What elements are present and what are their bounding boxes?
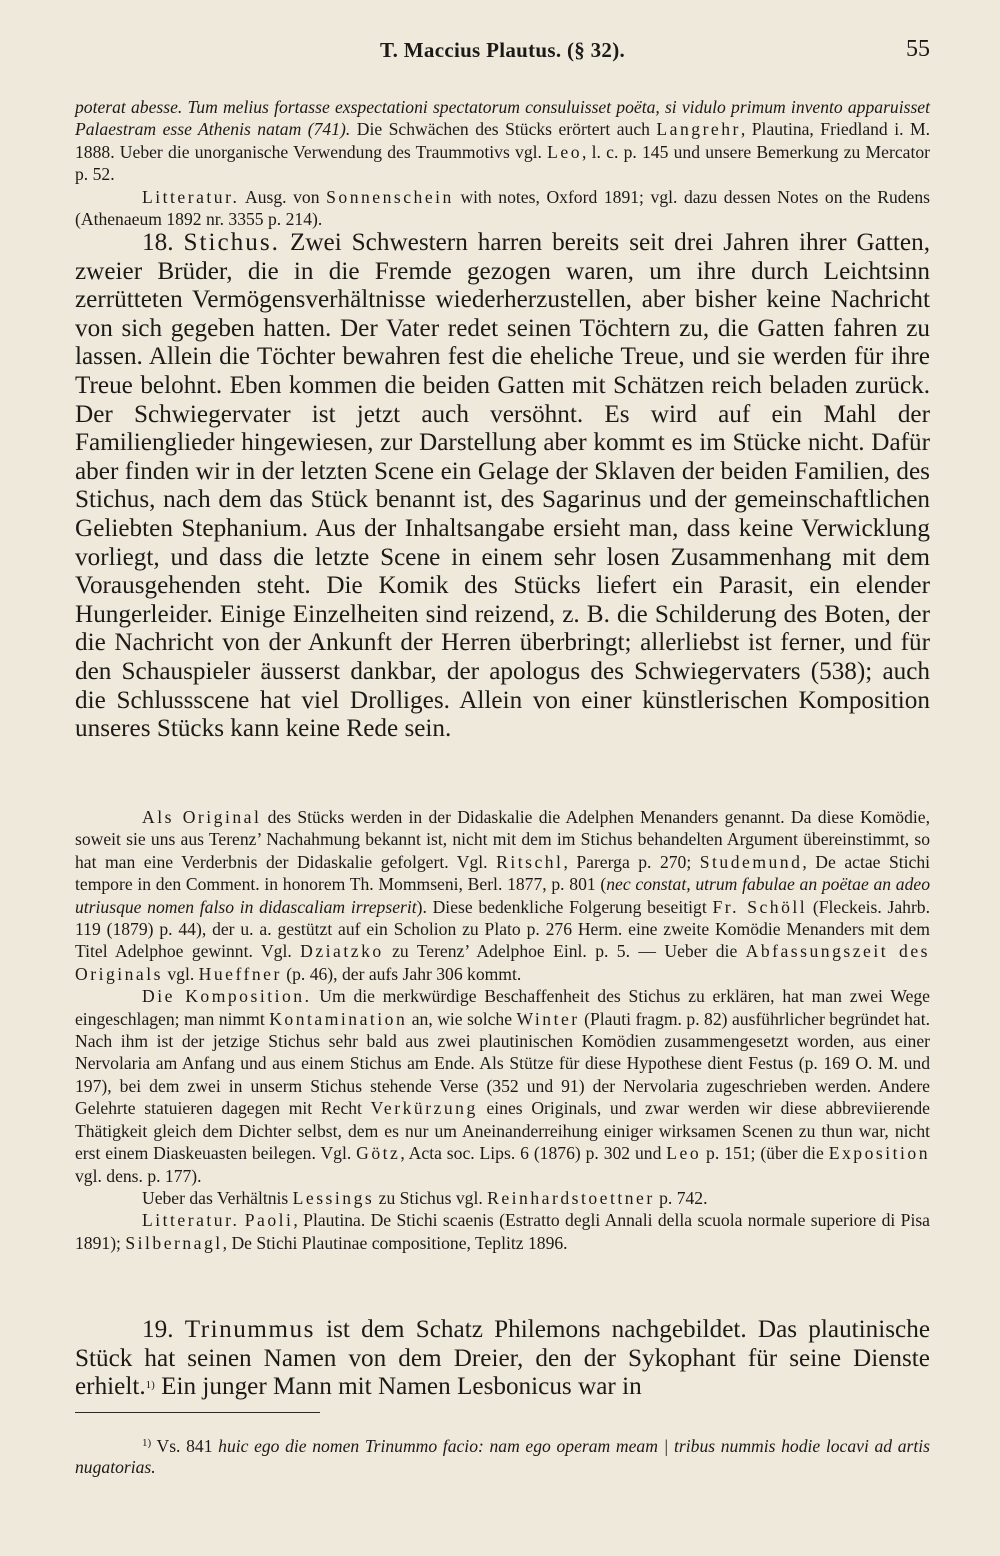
rudens-notes [75, 96, 930, 230]
section-heading: Stichus. [183, 229, 280, 256]
author-name: Dziatzko [300, 941, 384, 962]
latin-quote: nec constat, utrum fabulae an poëtae an adeo utriusque nomen falso in didascaliam irrepserit [75, 874, 930, 917]
author-name: Reinhardstoettner [487, 1187, 655, 1208]
section-label: Als Original [142, 807, 262, 827]
author-name: Lessings [292, 1187, 375, 1208]
running-head [75, 38, 930, 68]
footnote-reference: 1) [145, 1379, 155, 1392]
footnote-paragraph: $^{1)}$ Vs. 841 huic ego die nomen Trinummo facio: nam ego operam meam | tribus nummis hodie locavi ad artis nugatorias. [75, 1435, 930, 1478]
author-name: Sonnenschein [326, 186, 454, 207]
footnote-rule [75, 1412, 320, 1413]
section-number: 18. [142, 229, 174, 256]
author-name: Paoli [244, 1210, 294, 1231]
section-label: Die Komposition. [142, 986, 312, 1007]
section-label: Litteratur. [142, 1210, 240, 1231]
komposition-paragraph: Die Komposition. Um die merkwürdige Beschaffenheit des Stichus zu erklären, hat man zwei Wege eingeschlagen; man nimmt Kontamination an, wie solche Winter (Plauti fragm. p. 82) ausführlicher begründet hat. Nach ihm ist der jetzige Stichus sehr bald aus zwei plautinischen Komödien zusammengesetzt worden, aus einer Nervolaria am Anfang und aus einem Stichus am Ende. Als Stütze für diese Hypothese dient Festus (p. 169 O. M. und 197), bei dem zwei in unserm Stichus stehende Verse (352 und 91) der Nervolaria zugeschrieben werden. Andere Gelehrte statuieren dagegen mit Recht Verkürzung eines Originals, und zwar werden wir diese abbreviierende Thätigkeit gleich dem Dichter selbst, dem es nur um Aneinanderreihung einiger wirksamen Scenen zu thun war, nicht erst einem Diaskeuasten beilegen. Vgl. Götz, Acta soc. Lips. 6 (1876) p. 302 und Leo p. 151; (über die Exposition vgl. dens. p. 177). [75, 986, 930, 1186]
author-name: Leo [666, 1143, 702, 1164]
author-name: Götz [356, 1143, 401, 1164]
term: Verkürzung [370, 1098, 478, 1119]
stichus-literature: Litteratur. Paoli, Plautina. De Stichi scaenis (Estratto degli Annali della scuola normale superiore di Pisa 1891); Silbernagl, De Stichi Plautinae compositione, Teplitz 1896. [75, 1210, 930, 1253]
author-name: Silbernagl [125, 1232, 223, 1253]
running-title: T. Maccius Plautus. (§ 32). [379, 38, 626, 62]
section-number: 19. [142, 1316, 174, 1343]
latin-quote: huic ego die nomen Trinummo facio: nam ego operam meam | tribus nummis hodie locavi ad artis nugatorias. [75, 1435, 930, 1478]
footnote-mark: 1) [142, 1436, 152, 1449]
original-paragraph: Als Original des Stücks werden in der Didaskalie die Adelphen Menanders genannt. Da diese Komödie, soweit sie uns aus Terenz’ Nachahmung bekannt ist, nicht mit dem im Stichus behandelten Argument übereinstimmt, so hat man eine Verderbnis der Didaskalie gefolgert. Vgl. Ritschl, Parerga p. 270; Studemund, De actae Stichi tempore in den Comment. in honorem Th. Mommseni, Berl. 1877, p. 801 (nec constat, utrum fabulae an poëtae an adeo utriusque nomen falso in didascaliam irrepserit). Diese bedenkliche Folgerung beseitigt Fr. Schöll (Fleckeis. Jahrb. 119 (1879) p. 44), der u. a. gestützt auf ein Scholion zu Plato p. 276 Herm. eine zweite Komödie Menanders mit dem Titel Adelphoe gewinnt. Vgl. Dziatzko zu Terenz’ Adelphoe Einl. p. 5. — Ueber die Abfassungszeit des Originals vgl. Hueffner (p. 46), der aufs Jahr 306 kommt. [75, 807, 931, 984]
original-notes [75, 806, 930, 1254]
author-name: Langrehr [656, 119, 741, 140]
term: Exposition [828, 1143, 930, 1164]
term: Abfassungszeit des Originals [75, 941, 930, 984]
page-number: 55 [906, 36, 930, 62]
section-heading: Trinummus [184, 1316, 315, 1343]
section-label: Litteratur. [142, 186, 240, 207]
author-name: Fr. Schöll [712, 896, 808, 917]
author-name: Ritschl [496, 851, 564, 872]
author-name: Hueffner [198, 963, 282, 984]
author-name: Leo [547, 141, 583, 162]
trinummus-section [75, 1316, 930, 1402]
stichus-section [75, 229, 930, 744]
term: Kontamination [269, 1008, 408, 1029]
latin-quote: poterat abesse. Tum melius fortasse exspectationi spectatorum consuluisset poëta, si vidulo primum invento apparuisset Palaestram esse Athenis natam (741). [75, 97, 930, 140]
author-name: Winter [516, 1008, 580, 1029]
footnote [75, 1418, 930, 1496]
stichus-paragraph: 18. Stichus. Zwei Schwestern harren bereits seit drei Jahren ihrer Gatten, zweier Brüder, die in die Fremde gezogen waren, um ihre durch Leichtsinn zerrütteten Vermögensverhältnisse wiederherzustellen, aber bisher keine Nachricht von sich gegeben hatten. Der Vater redet seinen Töchtern zu, die Gatten fahren zu lassen. Allein die Töchter bewahren fest die eheliche Treue, und sie werden für ihre Treue belohnt. Eben kommen die beiden Gatten mit Schätzen reich beladen zurück. Der Schwiegervater ist jetzt auch versöhnt. Es wird auf ein Mahl der Familienglieder hingewiesen, zur Darstellung aber kommt es im Stücke nicht. Dafür aber finden wir in der letzten Scene ein Gelage der Sklaven der beiden Familien, des Stichus, nach dem das Stück benannt ist, des Sagarinus und der gemeinschaftlichen Geliebten Stephanium. Aus der Inhaltsangabe ersieht man, dass keine Verwicklung vorliegt, und dass die letzte Scene in einem sehr losen Zusammenhang mit dem Vorausgehenden steht. Die Komik des Stücks liefert ein Parasit, ein elender Hungerleider. Einige Einzelheiten sind reizend, z. B. die Schilderung des Boten, der die Nachricht von der Ankunft der Herren überbringt; allerliebst ist ferner, und für den Schauspieler äusserst dankbar, der apologus des Schwiegervaters (538); auch die Schlussscene hat viel Drolliges. Allein von einer künstlerischen Komposition unseres Stücks kann keine Rede sein. [75, 229, 930, 743]
trinummus-paragraph: 19. Trinummus ist dem Schatz Philemons nachgebildet. Das plautinische Stück hat seinen Namen von dem Dreier, den der Sykophant für seine Dienste erhielt.$^{1)}$ Ein junger Mann mit Namen Lesbonicus war in [75, 1316, 931, 1401]
lessing-paragraph: Ueber das Verhältnis Lessings zu Stichus vgl. Reinhardstoettner p. 742. [142, 1187, 708, 1208]
rudens-literature: Litteratur. Ausg. von Sonnenschein with notes, Oxford 1891; vgl. dazu dessen Notes on the Rudens (Athenaeum 1892 nr. 3355 p. 214). [75, 186, 930, 230]
rudens-paragraph: poterat abesse. Tum melius fortasse exspectationi spectatorum consuluisset poëta, si vidulo primum invento apparuisset Palaestram esse Athenis natam (741). Die Schwächen des Stücks erörtert auch Langrehr, Plautina, Friedland i. M. 1888. Ueber die unorganische Verwendung des Traummotivs vgl. Leo, l. c. p. 145 und unsere Bemerkung zu Mercator p. 52. [75, 97, 930, 185]
author-name: Studemund [699, 851, 803, 872]
